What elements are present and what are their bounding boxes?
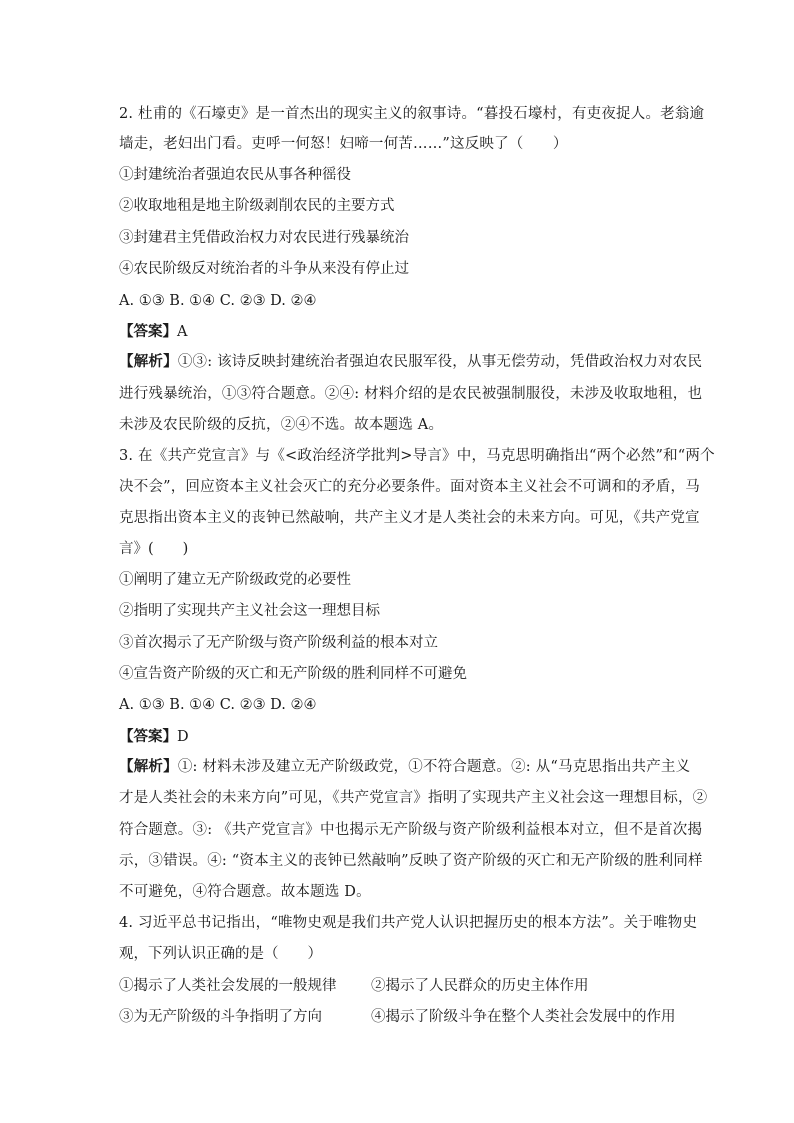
question-3-option-1: ①阐明了建立无产阶级政党的必要性 (119, 572, 351, 588)
question-4-option-row-2 (119, 1007, 676, 1027)
question-2-option-1: ①封建统治者强迫农民从事各种徭役 (119, 167, 351, 183)
answer-label: 【答案】 (119, 323, 177, 340)
question-2-choices: A. ①③ B. ①④ C. ②③ D. ②④ (119, 293, 317, 309)
question-3-analysis-line-4: 示，③错误。④: “资本主义的丧钟已然敲响”反映了资产阶级的灭亡和无产阶级的胜利同样 (119, 853, 703, 869)
question-3-stem-line-4: 言》( ) (119, 541, 189, 557)
question-3-analysis-line-5: 不可避免，④符合题意。故本题选 D。 (119, 884, 371, 900)
answer-label: 【答案】 (119, 728, 177, 745)
analysis-label: 【解析】 (119, 353, 178, 370)
question-4-option-4: ④揭示了阶级斗争在整个人类社会发展中的作用 (371, 1009, 676, 1025)
question-2-analysis-line-1 (119, 352, 702, 372)
question-2-answer (119, 322, 187, 342)
question-3-analysis-line-3: 符合题意。③: 《共产党宣言》中也揭示无产阶级与资产阶级利益根本对立，但不是首次揭 (119, 822, 703, 838)
analysis-label: 【解析】 (119, 758, 178, 775)
question-4-option-2: ②揭示了人民群众的历史主体作用 (371, 978, 589, 994)
question-2-option-3: ③封建君主凭借政治权力对农民进行残暴统治 (119, 230, 409, 246)
question-3-stem-line-2: 决不会”，回应资本主义社会灭亡的充分必要条件。面对资本主义社会不可调和的矛盾，马 (119, 479, 700, 495)
question-2-option-2: ②收取地租是地主阶级剥削农民的主要方式 (119, 198, 395, 214)
question-4-option-3: ③为无产阶级的斗争指明了方向 (119, 1009, 322, 1025)
question-3-choices: A. ①③ B. ①④ C. ②③ D. ②④ (119, 697, 317, 713)
question-2-stem-line-2: 墙走，老妇出门看。吏呼一何怒！妇啼一何苦……”这反映了（ ） (119, 136, 568, 152)
answer-value: D (177, 729, 189, 745)
question-3-stem-line-1: 3. 在《共产党宣言》与《<政治经济学批判>导言》中，马克思明确指出“两个必然”和“两个 (119, 448, 715, 464)
question-4-stem-line-1: 4. 习近平总书记指出，“唯物史观是我们共产党人认识把握历史的根本方法”。关于唯物史 (119, 915, 698, 931)
question-2-stem-line-1: 2. 杜甫的《石壕吏》是一首杰出的现实主义的叙事诗。“暮投石壕村，有吏夜捉人。老翁逾 (119, 106, 705, 122)
question-3-analysis-line-2: 才是人类社会的未来方向”可见，《共产党宣言》指明了实现共产主义社会这一理想目标，② (119, 790, 708, 806)
question-3-option-2: ②指明了实现共产主义社会这一理想目标 (119, 603, 380, 619)
analysis-text: ①: 材料未涉及建立无产阶级政党，①不符合题意。②: 从“马克思指出共产主义 (177, 759, 691, 775)
question-3-analysis-line-1 (119, 757, 690, 777)
question-3-stem-line-3: 克思指出资本主义的丧钟已然敲响，共产主义才是人类社会的未来方向。可见，《共产党宣 (119, 510, 700, 526)
question-3-option-3: ③首次揭示了无产阶级与资产阶级利益的根本对立 (119, 635, 438, 651)
question-3-option-4: ④宣告资产阶级的灭亡和无产阶级的胜利同样不可避免 (119, 666, 467, 682)
question-4-option-1: ①揭示了人类社会发展的一般规律 (119, 978, 337, 994)
answer-value: A (177, 324, 188, 340)
question-4-stem-line-2: 观，下列认识正确的是（ ） (119, 946, 322, 962)
question-2-option-4: ④农民阶级反对统治者的斗争从来没有停止过 (119, 261, 409, 277)
question-2-analysis-line-3: 未涉及农民阶级的反抗，②④不选。故本题选 A。 (119, 417, 444, 433)
question-3-answer (119, 727, 189, 747)
analysis-text: ①③: 该诗反映封建统治者强迫农民服军役，从事无偿劳动，凭借政治权力对农民 (177, 354, 703, 370)
question-4-option-row-1 (119, 976, 589, 996)
question-2-analysis-line-2: 进行残暴统治，①③符合题意。②④: 材料介绍的是农民被强制服役，未涉及收取地租，也 (119, 386, 703, 402)
